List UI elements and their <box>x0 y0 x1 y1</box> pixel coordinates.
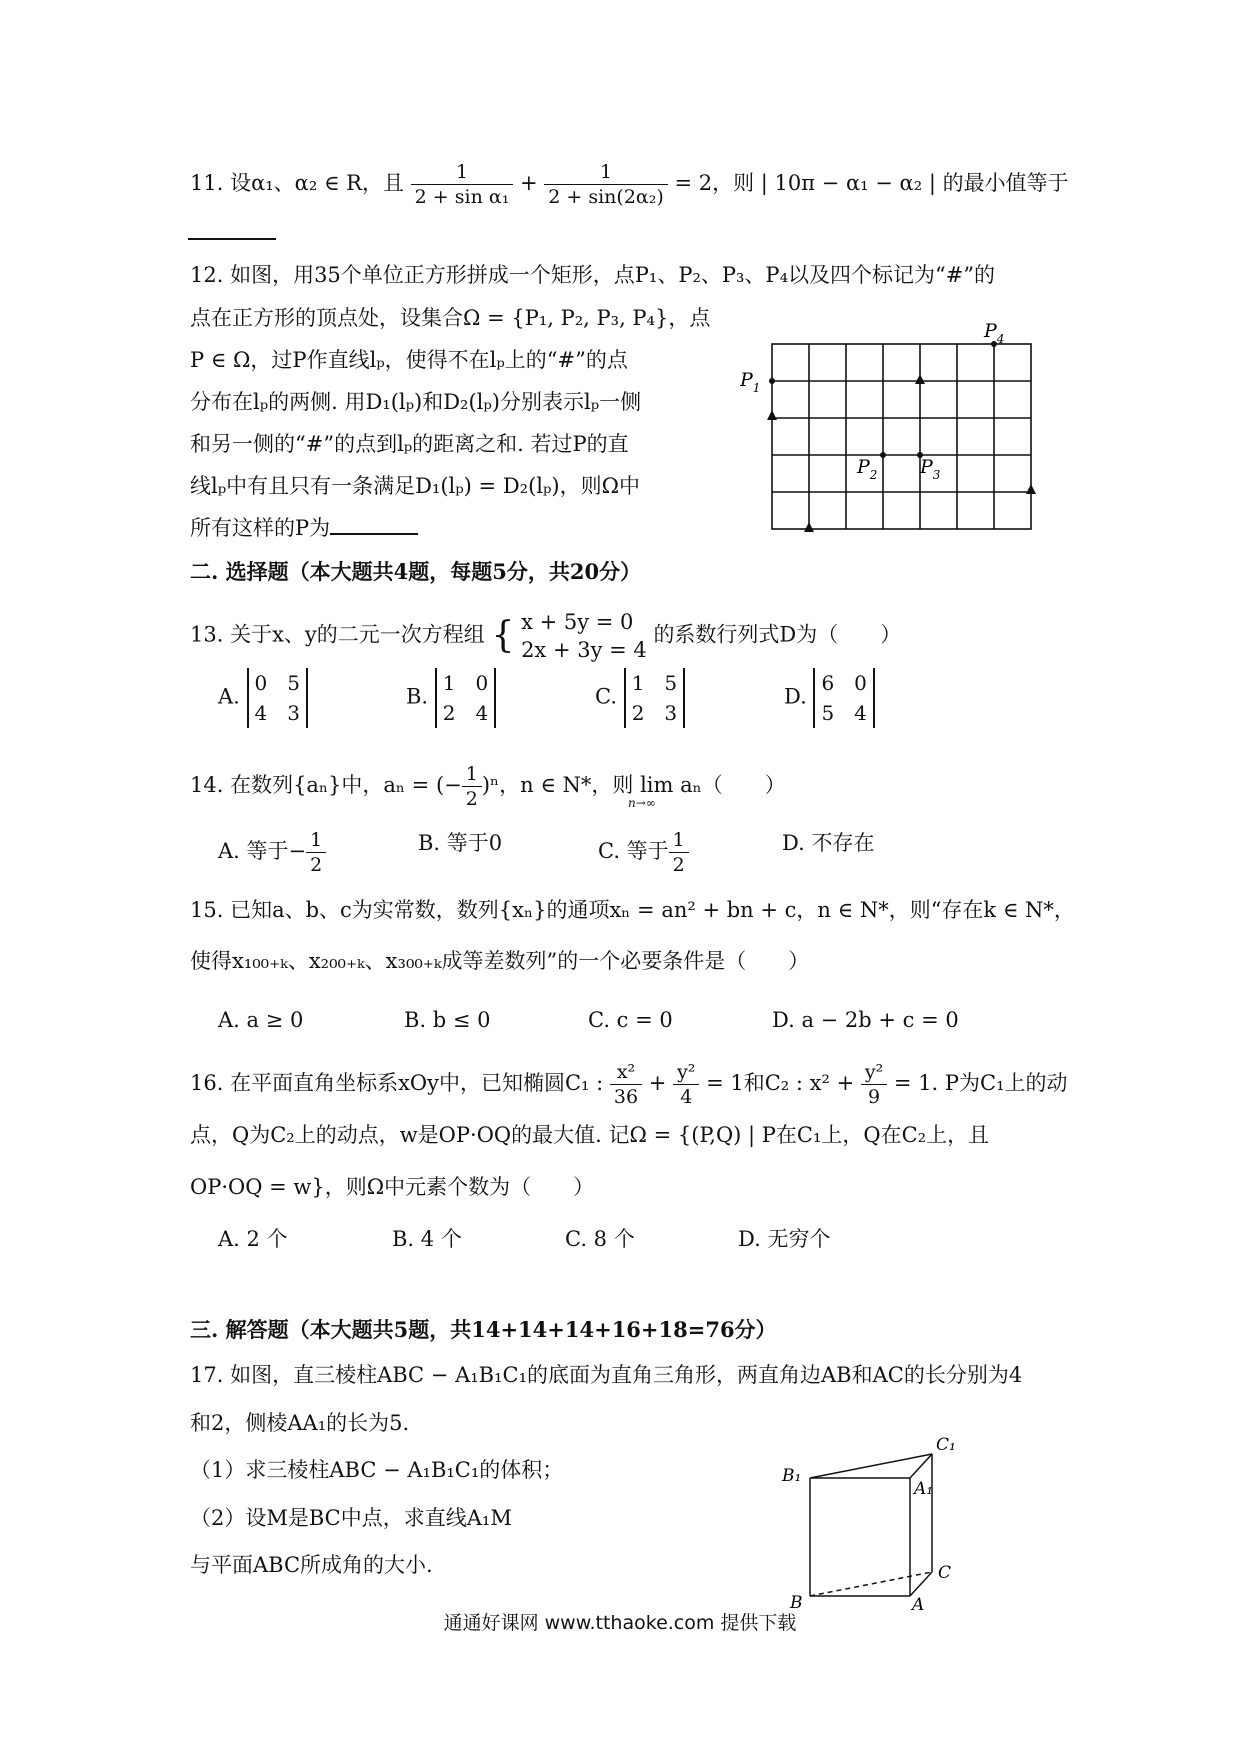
q13-lead: 13. 关于x、y的二元一次方程组 <box>190 622 485 647</box>
q17-line-2: 和2，侧棱AA₁的长为5. <box>190 1411 410 1435</box>
q15-option-a: A. a ≥ 0 <box>218 1008 304 1032</box>
q13-eq2: 2x + 3y = 4 <box>521 638 647 662</box>
q12-answer-blank <box>330 515 418 535</box>
q17-line-1: 17. 如图，直三棱柱ABC − A₁B₁C₁的底面为直角三角形，两直角边AB和AC的长分别为4 <box>190 1363 1023 1387</box>
q15-option-d: D. a − 2b + c = 0 <box>772 1008 959 1032</box>
p2-point <box>880 452 886 458</box>
q16-option-b: B. 4 个 <box>392 1227 462 1251</box>
q12-line-7 <box>190 513 418 543</box>
q13-option-a-label: A. <box>218 684 240 709</box>
p1-point <box>769 378 775 384</box>
q13-option-d-det: 6 0 5 4 <box>813 668 874 728</box>
q16-option-d: D. 无穷个 <box>738 1227 831 1251</box>
label-a1: A₁ <box>914 1479 934 1499</box>
q13-option-b-det: 1 0 2 4 <box>435 668 496 728</box>
q14-option-d: D. 不存在 <box>782 831 875 855</box>
q13-option-b-label: B. <box>406 684 429 709</box>
q13-tail: 的系数行列式D为（ ） <box>653 622 902 647</box>
label-b1: B₁ <box>782 1466 802 1486</box>
q11-lead: 11. 设α₁、α₂ ∈ R，且 <box>190 171 404 195</box>
q17-line-5: 与平面ABC所成角的大小. <box>190 1553 433 1577</box>
q16-line-3: OP·OQ = w}，则Ω中元素个数为（ ） <box>190 1175 595 1199</box>
q13-option-a-det: 0 5 4 3 <box>247 668 308 728</box>
p3-label: $P_3$ <box>920 456 941 482</box>
q15-option-c: C. c = 0 <box>588 1008 673 1032</box>
q13-option-d <box>784 668 875 728</box>
q16-line-1: 16. 在平面直角坐标系xOy中，已知椭圆C₁ : $\frac{\text{x²}}{36}$ + $\frac{\text{y²}}{4}$ = 1和C₂ : x² + $\frac{\text{y²}}{9}$ = 1. P为C₁上的动 <box>190 1061 1068 1108</box>
hash-marker <box>1026 484 1036 494</box>
q11-answer-blank <box>188 238 276 240</box>
q13-option-b <box>406 668 496 728</box>
q14-line <box>190 762 786 811</box>
q12-grid-figure <box>740 318 1045 543</box>
label-b: B <box>790 1593 803 1613</box>
q11-frac2-den: 2 + sin(2α₂) <box>548 186 664 208</box>
q11-frac1-num: 1 <box>411 160 514 185</box>
q13-system <box>521 608 647 664</box>
q13-brace: { <box>491 615 515 656</box>
q14-option-c: C. 等于 $\frac{1}{2}$ <box>598 828 689 877</box>
q13-option-d-label: D. <box>784 684 807 709</box>
q14-half: $\frac{1}{2}$ <box>462 762 482 811</box>
q12-line-7-text: 所有这样的P为 <box>190 516 331 540</box>
q12-line-4: 分布在lₚ的两侧. 用D₁(lₚ)和D₂(lₚ)分别表示lₚ一侧 <box>190 390 642 414</box>
q15-line-1: 15. 已知a、b、c为实常数，数列{xₙ}的通项xₙ = an² + bn + c，n ∈ N*，则“存在k ∈ N*， <box>190 898 1075 922</box>
hash-marker <box>767 410 777 420</box>
section-2-title: 二. 选择题（本大题共4题，每题5分，共20分） <box>190 559 642 584</box>
label-a: A <box>912 1595 925 1613</box>
q17-line-3: （1）求三棱柱ABC − A₁B₁C₁的体积； <box>190 1458 564 1482</box>
p2-label: $P_2$ <box>857 456 878 482</box>
q11-fraction-1 <box>411 160 514 209</box>
q13-option-a <box>218 668 308 728</box>
hash-marker <box>915 374 925 384</box>
q13-option-c-label: C. <box>595 684 617 709</box>
q13-option-c <box>595 668 685 728</box>
q13-option-c-det: 1 5 2 3 <box>624 668 685 728</box>
p4-label: $P_4$ <box>984 320 1005 346</box>
q12-line-5: 和另一侧的“#”的点到lₚ的距离之和. 若过P的直 <box>190 432 629 456</box>
q16-option-c: C. 8 个 <box>565 1227 635 1251</box>
q11-fraction-2 <box>544 160 668 209</box>
q12-line-1: 12. 如图，用35个单位正方形拼成一个矩形，点P₁、P₂、P₃、P₄以及四个标记为“#”的 <box>190 263 996 287</box>
q17-line-4: （2）设M是BC中点，求直线A₁M <box>190 1506 512 1530</box>
q14-option-a: A. 等于− $\frac{1}{2}$ <box>218 828 326 877</box>
q16-line-2: 点，Q为C₂上的动点，w是OP·OQ的最大值. 记Ω = {(P,Q) | P在C₁上，Q在C₂上，且 <box>190 1123 990 1147</box>
q17-prism-figure <box>780 1428 980 1613</box>
q12-line-2: 点在正方形的顶点处，设集合Ω = {P₁, P₂, P₃, P₄}，点 <box>190 306 711 330</box>
q14-option-b: B. 等于0 <box>418 831 503 855</box>
hash-marker <box>804 522 814 532</box>
q12-line-3: P ∈ Ω，过P作直线lₚ，使得不在lₚ上的“#”的点 <box>190 348 628 372</box>
section-3-title: 三. 解答题（本大题共5题，共14+14+14+16+18=76分） <box>190 1317 777 1342</box>
q11-frac2-num: 1 <box>544 160 668 185</box>
q11-line: 11. 设α₁、α₂ ∈ R，且 $\frac{1}{\text{2 + sin α₁}}$ + $\frac{1}{\text{2 + sin(2α₂)}}$ = 2，则 | 10π − α₁ − α₂ | 的最小值等于 <box>190 161 1069 208</box>
q16-option-a: A. 2 个 <box>218 1227 288 1251</box>
label-c1: C₁ <box>936 1435 956 1455</box>
q14-lim-sub: n→∞ <box>628 796 656 810</box>
q14-tail: )ⁿ，n ∈ N*，则 lim aₙ（ ） <box>481 773 786 797</box>
q15-line-2: 使得x₁₀₀₊ₖ、x₂₀₀₊ₖ、x₃₀₀₊ₖ成等差数列”的一个必要条件是（ ） <box>190 949 810 973</box>
q11-frac1-den: 2 + sin α₁ <box>414 186 510 208</box>
footer-source: 通通好课网 www.tthaoke.com 提供下载 <box>443 1612 797 1634</box>
label-c: C <box>938 1563 952 1583</box>
q14-lead: 14. 在数列{aₙ}中，aₙ = (− <box>190 773 462 797</box>
p1-label: $P_1$ <box>740 369 761 395</box>
q12-line-6: 线lₚ中有且只有一条满足D₁(lₚ) = D₂(lₚ)，则Ω中 <box>190 474 640 498</box>
q11-rest: = 2，则 | 10π − α₁ − α₂ | 的最小值等于 <box>674 171 1069 195</box>
q13-line <box>190 606 901 666</box>
grid-lines <box>772 344 1031 529</box>
q15-option-b: B. b ≤ 0 <box>404 1008 491 1032</box>
q13-eq1: x + 5y = 0 <box>521 610 634 634</box>
